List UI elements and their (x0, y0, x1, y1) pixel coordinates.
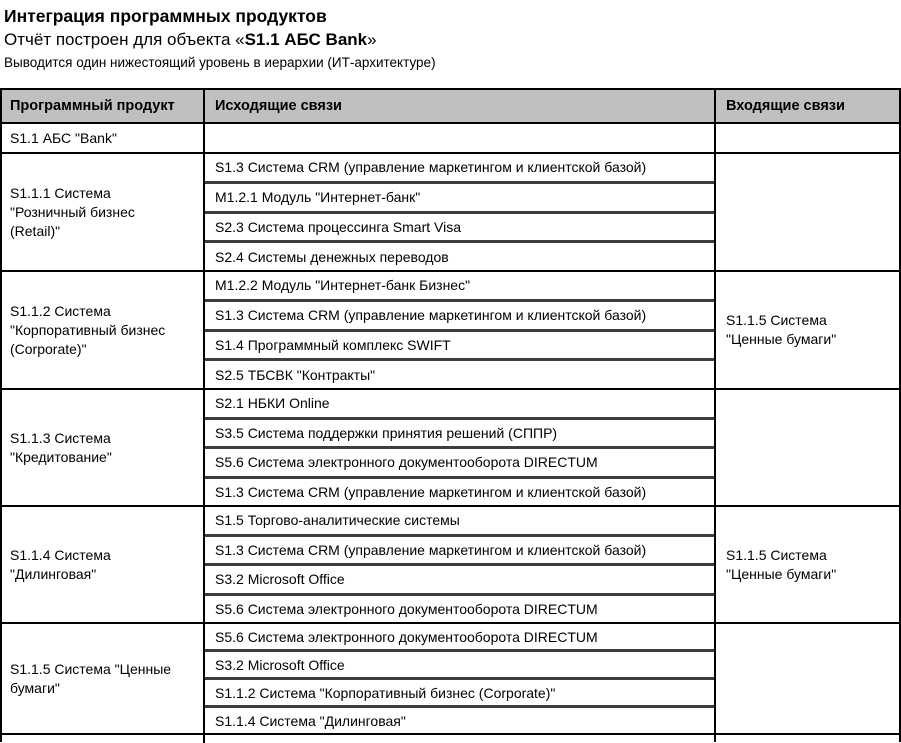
report-header (0, 0, 901, 72)
outgoing-cell-group (205, 272, 716, 388)
integration-table (0, 88, 901, 742)
incoming-cell: S1.1.5 Система "Ценные бумаги" (726, 546, 837, 582)
outgoing-link-item: S1.1.4 Система "Дилинговая" (205, 705, 714, 733)
outgoing-cell-group (205, 390, 716, 505)
subtitle-suffix: » (367, 30, 377, 49)
outgoing-cell-group (205, 624, 716, 733)
subtitle-prefix: Отчёт построен для объекта « (4, 30, 245, 49)
product-cell: S1.1.5 Система "Ценные бумаги" (2, 624, 205, 733)
product-cell-empty (2, 735, 205, 743)
incoming-cell (716, 390, 899, 505)
report-note: Выводится один нижестоящий уровень в иерархии (ИТ-архитектуре) (4, 55, 436, 70)
outgoing-link-item: S1.3 Система CRM (управление маркетингом и клиентской базой) (205, 476, 714, 506)
table-row (2, 154, 899, 272)
outgoing-cell-group (205, 507, 716, 622)
outgoing-link-item: S2.3 Система процессинга Smart Visa (205, 211, 714, 241)
product-cell: S1.1.1 Система "Розничный бизнес (Retail)" (2, 154, 205, 270)
table-row (2, 507, 899, 624)
product-cell: S1.1.2 Система "Корпоративный бизнес (Corporate)" (2, 272, 205, 388)
outgoing-link-item: M1.2.1 Модуль "Интернет-банк" (205, 181, 714, 211)
outgoing-link-item: S3.5 Система поддержки принятия решений (СППР) (205, 417, 714, 447)
outgoing-link-item: S1.1.2 Система "Корпоративный бизнес (Corporate)" (205, 677, 714, 705)
table-header-row (2, 90, 899, 124)
outgoing-link-item: S5.6 Система электронного документооборота DIRECTUM (205, 593, 714, 623)
table-row (2, 272, 899, 390)
outgoing-link-item: S2.5 ТБСВК "Контракты" (205, 358, 714, 388)
outgoing-link-item: S2.1 НБКИ Online (215, 395, 330, 412)
outgoing-link-item: S5.6 Система электронного документооборота DIRECTUM (205, 446, 714, 476)
incoming-cell (716, 124, 899, 152)
outgoing-link-item: S1.5 Торгово-аналитические системы (215, 512, 460, 529)
incoming-cell: S1.1.5 Система "Ценные бумаги" (726, 312, 837, 347)
outgoing-link-item: S5.6 Система электронного документооборота DIRECTUM (215, 628, 598, 645)
table-row (2, 390, 899, 507)
product-cell: S1.1 АБС "Bank" (2, 124, 205, 152)
table-row (2, 624, 899, 735)
outgoing-link-item: S3.2 Microsoft Office (205, 563, 714, 593)
outgoing-cell-empty (205, 124, 716, 152)
table-row (2, 124, 899, 154)
product-cell: S1.1.3 Система "Кредитование" (2, 390, 205, 505)
outgoing-cell-empty (205, 735, 716, 742)
subtitle-object-name: S1.1 АБС Bank (244, 30, 368, 49)
outgoing-link-item: M1.2.2 Модуль "Интернет-банк Бизнес" (215, 277, 471, 294)
outgoing-link-item: S2.4 Системы денежных переводов (205, 240, 714, 270)
incoming-cell (716, 624, 899, 733)
outgoing-cell-group (205, 154, 716, 270)
incoming-cell-empty (716, 735, 899, 743)
page-title: Интеграция программных продуктов (4, 6, 327, 26)
outgoing-link-item: S1.4 Программный комплекс SWIFT (205, 329, 714, 359)
outgoing-link-item: S1.3 Система CRM (управление маркетингом и клиентской базой) (205, 534, 714, 564)
incoming-cell (716, 154, 899, 270)
table-row-clipped (2, 735, 899, 742)
product-cell: S1.1.4 Система "Дилинговая" (2, 507, 205, 622)
outgoing-link-item: S3.2 Microsoft Office (205, 649, 714, 677)
outgoing-link-item: S1.3 Система CRM (управление маркетингом и клиентской базой) (215, 159, 647, 176)
column-header-outgoing: Исходящие связи (205, 90, 716, 122)
column-header-product: Программный продукт (2, 90, 205, 122)
outgoing-link-item: S1.3 Система CRM (управление маркетингом и клиентской базой) (205, 299, 714, 329)
report-subtitle (4, 28, 901, 52)
column-header-incoming: Входящие связи (726, 97, 845, 114)
